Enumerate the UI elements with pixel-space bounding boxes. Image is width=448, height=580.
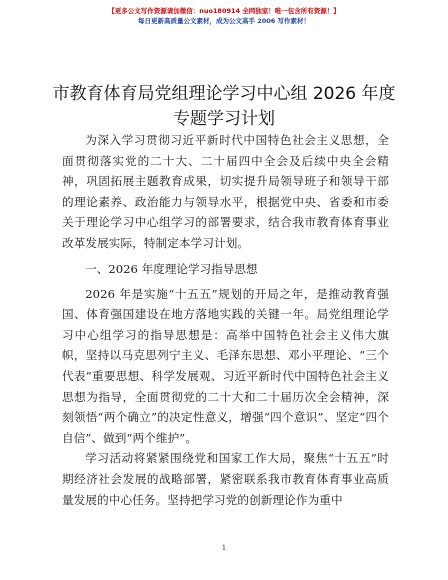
promo-line-wechat: 【更多公文写作资源请加微信：nuo180914 全网独家！唯一包含所有资源！】	[108, 7, 340, 15]
header-banner	[0, 6, 448, 26]
section1-paragraph-1: 2026 年是实施“十五五”规划的开局之年，是推动教育强国、体育强国建设在地方落地实践的关键一年。局党组理论学习中心组学习的指导思想是：高举中国特色社会主义伟大旗帜，坚持以马克思列宁主义、毛泽东思想、邓小平理论、“三个代表”重要思想、科学发展观、习近平新时代中国特色社会主义思想为指导，全面贯彻党的二十大和二十届历次全会精神，深刻领悟“两个确立”的决定性意义，增强“四个意识”、坚定“四个自信”、做到“两个维护”。	[62, 286, 389, 445]
page-number: 1	[221, 544, 227, 552]
intro-paragraph: 为深入学习贯彻习近平新时代中国特色社会主义思想，全面贯彻落实党的二十大、二十届四中全会及后续中央全会精神，巩固拓展主题教育成果，切实提升局领导班子和领导干部的理论素养、政治能力与领导水平，根据党中央、省委和市委关于理论学习中心组学习的部署要求，结合我市教育体育事业改革发展实际，特制定本学习计划。	[62, 133, 389, 250]
section-heading-guiding-thought: 一、2026 年度理论学习指导思想	[85, 261, 258, 276]
promo-line-daily-update: 每日更新高质量公文素材，成为公文高手 2006 写作素材！	[137, 17, 311, 25]
document-body	[62, 130, 389, 510]
document-title: 市教育体育局党组理论学习中心组 2026 年度专题学习计划	[52, 84, 396, 129]
section1-paragraph-2: 学习活动将紧紧围绕党和国家工作大局，聚焦“十五五”时期经济社会发展的战略部署，紧密联系我市教育体育事业高质量发展的中心任务。坚持把学习党的创新理论作为重中	[62, 451, 389, 507]
